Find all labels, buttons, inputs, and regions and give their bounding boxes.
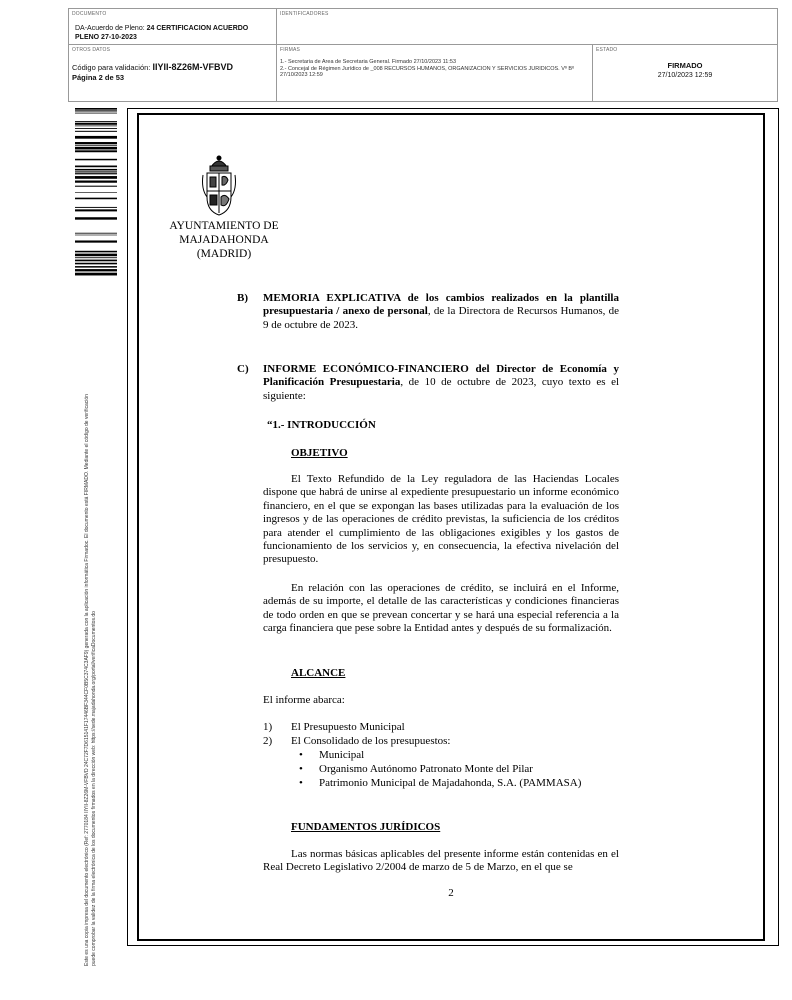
side-line-1: Este es una copia impresa del documento electrónico (Ref: 2770184 IIYII-8Z26M-VFBVD 24C72F7D615141F17446BF344CF0B5C374C3AF9) generada con la aplicación informática Firmadoc. El documento está FIRMADO. Mediante el código de verificación xyxy=(84,394,90,966)
barcode-bar xyxy=(75,142,117,144)
list-item-1: El Presupuesto Municipal xyxy=(291,721,405,733)
barcode-bar xyxy=(75,233,117,234)
bullet-icon: • xyxy=(299,749,303,761)
bullet-item-3: Patrimonio Municipal de Majadahonda, S.A. (PAMMASA) xyxy=(319,777,582,789)
documento-value: DA-Acuerdo de Pleno: 24 CERTIFICACION ACUERDO PLENO 27-10-2023 xyxy=(75,25,249,41)
side-verification-text xyxy=(84,276,98,966)
barcode-bar xyxy=(75,123,117,125)
list-item-2: El Consolidado de los presupuestos: xyxy=(291,735,451,747)
coat-of-arms-icon xyxy=(199,153,239,219)
intro-heading: “1.- INTRODUCCIÓN xyxy=(267,419,376,431)
barcode-bar xyxy=(75,251,117,253)
barcode-bar xyxy=(75,209,117,211)
barcode-bar xyxy=(75,198,117,200)
objetivo-paragraph-1: El Texto Refundido de la Ley reguladora de las Haciendas Locales dispone que habrá de unirse al expediente presupuestario un informe económico financiero, en el que se expongan las bases utilizadas para la evaluación de los ingresos y de las operaciones de crédito previstas, la suficiencia de los créditos para atender el cumplimiento de las obligaciones exigibles y los gastos de funcionamiento de los servicios y, en consecuencia, la efectiva nivelación del presupuesto. xyxy=(263,473,619,566)
barcode-bar xyxy=(75,217,117,219)
objetivo-heading: OBJETIVO xyxy=(291,447,348,459)
barcode-bar xyxy=(75,180,117,182)
firma-2-date: 27/10/2023 12:59 xyxy=(280,72,323,78)
identificadores-label: IDENTIFICADORES xyxy=(280,11,329,17)
barcode-bar xyxy=(75,260,117,262)
document-header-table xyxy=(68,8,778,102)
page-number: 2 xyxy=(448,887,454,899)
bullet-item-2: Organismo Autónomo Patronato Monte del Pilar xyxy=(319,763,533,775)
barcode-bar xyxy=(75,257,117,258)
barcode-bar xyxy=(75,186,117,187)
barcode-bar xyxy=(75,121,117,122)
barcode-bar xyxy=(75,108,117,110)
otros-datos-label: OTROS DATOS xyxy=(72,47,111,53)
otros-datos-cell xyxy=(69,45,277,101)
documento-cell xyxy=(69,9,277,45)
bullet-item-1: Municipal xyxy=(319,749,365,761)
estado-label: ESTADO xyxy=(596,47,618,53)
firma-1: 1.- Secretaria de Area de Secretaria General. Firmado 27/10/2023 11:53 xyxy=(280,59,457,65)
list-number-2: 2) xyxy=(263,735,273,747)
municipality-name: AYUNTAMIENTO DE MAJADAHONDA (MADRID) xyxy=(169,220,279,260)
estado-date: 27/10/2023 12:59 xyxy=(657,72,713,79)
list-number-1: 1) xyxy=(263,721,273,733)
item-c-text: INFORME ECONÓMICO-FINANCIERO del Director de Economía y Planificación Presupuestaria, de 10 de octubre de 2023, cuyo texto es el siguiente: xyxy=(263,363,620,402)
item-c-marker: C) xyxy=(237,363,249,375)
item-b-text: MEMORIA EXPLICATIVA de los cambios realizados en la plantilla presupuestaria / anexo de personal, de la Directora de Recursos Humanos, de 9 de octubre de 2023. xyxy=(263,292,619,331)
barcode-bar xyxy=(75,147,117,150)
barcode-bar xyxy=(75,113,117,114)
barcode-bar xyxy=(75,235,117,236)
barcode-bar xyxy=(75,192,117,193)
alcance-heading: ALCANCE xyxy=(291,667,346,679)
barcode-bar xyxy=(75,128,117,129)
barcode-bar xyxy=(75,254,117,257)
validation-block: Código para validación: IIYII-8Z26M-VFBVD Página 2 de 53 xyxy=(72,62,233,82)
barcode-image xyxy=(75,108,117,278)
barcode-bar xyxy=(75,269,117,271)
barcode-bar xyxy=(75,136,117,139)
firmas-list xyxy=(280,59,574,79)
barcode-bar xyxy=(75,126,117,127)
page-count: Página 2 de 53 xyxy=(72,73,125,82)
barcode-bar xyxy=(75,263,117,265)
barcode-bar xyxy=(75,171,117,172)
estado-cell xyxy=(593,45,777,101)
fundamentos-paragraph-1: Las normas básicas aplicables del presente informe están contenidas en el Real Decreto Legislativo 2/2004 de marzo de 5 de Marzo, en el que se xyxy=(263,848,619,874)
alcance-intro: El informe abarca: xyxy=(263,694,345,706)
firmas-label: FIRMAS xyxy=(280,47,301,53)
estado-value: FIRMADO xyxy=(667,61,703,70)
validation-code: IIYII-8Z26M-VFBVD xyxy=(152,62,233,72)
fundamentos-heading: FUNDAMENTOS JURÍDICOS xyxy=(291,821,441,833)
firma-2: 2.- Concejal de Régimen Jurídico de _008 RECURSOS HUMANOS, ORGANIZACIÓN Y SERVICIOS JURIDICOS. Vº Bº xyxy=(280,65,575,72)
bullet-icon: • xyxy=(299,763,303,775)
barcode-bar xyxy=(75,266,117,268)
bullet-icon: • xyxy=(299,777,303,789)
identificadores-cell xyxy=(277,9,777,45)
barcode-bar xyxy=(75,150,117,152)
documento-label: DOCUMENTO xyxy=(72,11,107,17)
barcode-bar xyxy=(75,145,117,146)
barcode-bar xyxy=(75,131,117,132)
barcode-bar xyxy=(75,176,117,179)
barcode-bar xyxy=(75,207,117,208)
barcode-bar xyxy=(75,169,117,171)
estado-value-block xyxy=(593,61,777,80)
firmas-cell xyxy=(277,45,593,101)
document-page xyxy=(137,113,765,941)
barcode-bar xyxy=(75,240,117,242)
barcode-bar xyxy=(75,173,117,174)
item-b-marker: B) xyxy=(237,292,248,304)
barcode-bar xyxy=(75,110,117,111)
objetivo-paragraph-2: En relación con las operaciones de crédito, se incluirá en el Informe, además de su importe, el detalle de las características y condiciones financieras de todo orden en que se prevean concertar y se hará una especial referencia a la carga financiera que pese sobre la Entidad antes y después de su formalización. xyxy=(263,582,619,635)
side-line-2: puede comprobar la validez de la firma electrónica de los documentos firmados en la dirección web: https://sede.majadahonda.org/portal/verificaDocumentos.do xyxy=(91,611,97,966)
barcode-bar xyxy=(75,166,117,168)
barcode-bar xyxy=(75,159,117,161)
